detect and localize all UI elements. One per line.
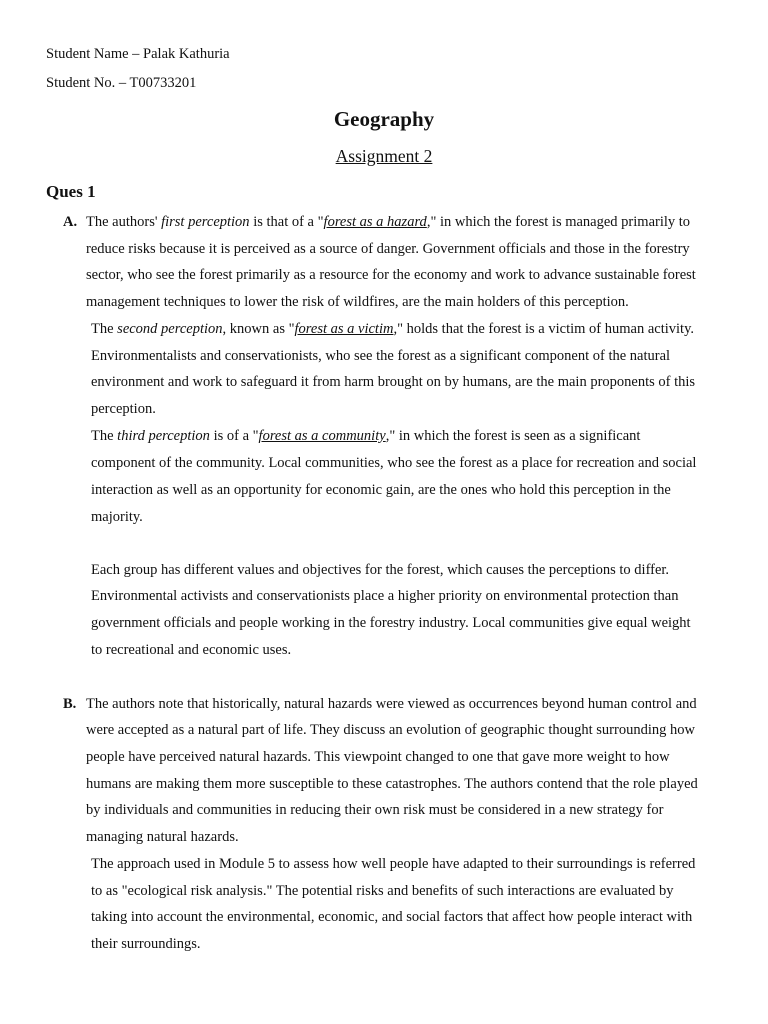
text-run: ," in which the forest is managed primarily to	[426, 214, 691, 230]
paragraph-line: government officials and people working in the forestry industry. Local communities give equal weight	[91, 615, 691, 631]
paragraph-line: were accepted as a natural part of life. They discuss an evolution of geographic thought surrounding how	[86, 722, 695, 738]
text-run: The	[91, 428, 118, 444]
emphasis-text: second perception	[117, 321, 223, 337]
paragraph-line: The authors note that historically, natural hazards were viewed as occurrences beyond human control and	[86, 696, 697, 712]
text-run: , known as "	[222, 321, 295, 337]
quoted-term: forest as a victim	[294, 321, 394, 337]
paragraph-line: perception.	[91, 401, 156, 417]
paragraph-line: environment and work to safeguard it from harm brought on by humans, are the main proponents of this	[91, 374, 696, 390]
text-run: The authors'	[86, 214, 162, 230]
part-b-marker: B.	[63, 696, 77, 712]
quoted-term: forest as a hazard	[323, 214, 427, 230]
paragraph-line: sector, who see the forest primarily as a resource for the economy and work to advance sustainable forest	[86, 267, 696, 283]
document-subtitle: Assignment 2	[335, 146, 433, 166]
paragraph-line: The approach used in Module 5 to assess how well people have adapted to their surroundings is referred	[91, 856, 696, 872]
text-run: ," holds that the forest is a victim of human activity.	[393, 321, 695, 337]
paragraph-line: to as "ecological risk analysis." The potential risks and benefits of such interactions are evaluated by	[91, 883, 674, 899]
paragraph-line: their surroundings.	[91, 936, 201, 952]
text-run: ," in which the forest is seen as a significant	[385, 428, 641, 444]
paragraph-line: majority.	[91, 509, 143, 525]
paragraph-line: component of the community. Local communities, who see the forest as a place for recreation and social	[91, 455, 697, 471]
paragraph-line	[86, 214, 690, 231]
paragraph-line: to recreational and economic uses.	[91, 642, 292, 658]
student-number: Student No. – T00733201	[46, 75, 197, 91]
paragraph-line: humans are making them more susceptible to these catastrophes. The authors contend that the role played	[86, 776, 698, 792]
text-run: is of a "	[209, 428, 259, 444]
paragraph-line: Each group has different values and objectives for the forest, which causes the perceptions to differ.	[91, 562, 670, 578]
quoted-term: forest as a community	[258, 428, 386, 444]
text-run: The	[91, 321, 118, 337]
paragraph-line: management techniques to lower the risk of wildfires, are the main holders of this perception.	[86, 294, 629, 310]
paragraph-line	[91, 321, 694, 338]
paragraph-line	[91, 428, 640, 445]
paragraph-line: Environmental activists and conservationists place a higher priority on environmental protection than	[91, 588, 679, 604]
question-heading: Ques 1	[46, 182, 96, 201]
emphasis-text: third perception	[117, 428, 210, 444]
paragraph-line: interaction as well as an opportunity for economic gain, are the ones who hold this perception in the	[91, 482, 671, 498]
text-run: is that of a "	[249, 214, 324, 230]
paragraph-line: reduce risks because it is perceived as a source of danger. Government officials and those in the forestry	[86, 241, 690, 257]
student-name: Student Name – Palak Kathuria	[46, 46, 230, 62]
paragraph-line: taking into account the environmental, economic, and social factors that affect how people interact with	[91, 909, 693, 925]
paragraph-line: people have perceived natural hazards. This viewpoint changed to one that gave more weight to how	[86, 749, 670, 765]
paragraph-line: managing natural hazards.	[86, 829, 239, 845]
paragraph-line: by individuals and communities in reducing their own risk must be considered in a new strategy for	[86, 802, 664, 818]
paragraph-line: Environmentalists and conservationists, who see the forest as a significant component of the natural	[91, 348, 671, 364]
emphasis-text: first perception	[161, 214, 250, 230]
part-a-marker: A.	[63, 214, 78, 230]
document-title: Geography	[333, 107, 435, 131]
